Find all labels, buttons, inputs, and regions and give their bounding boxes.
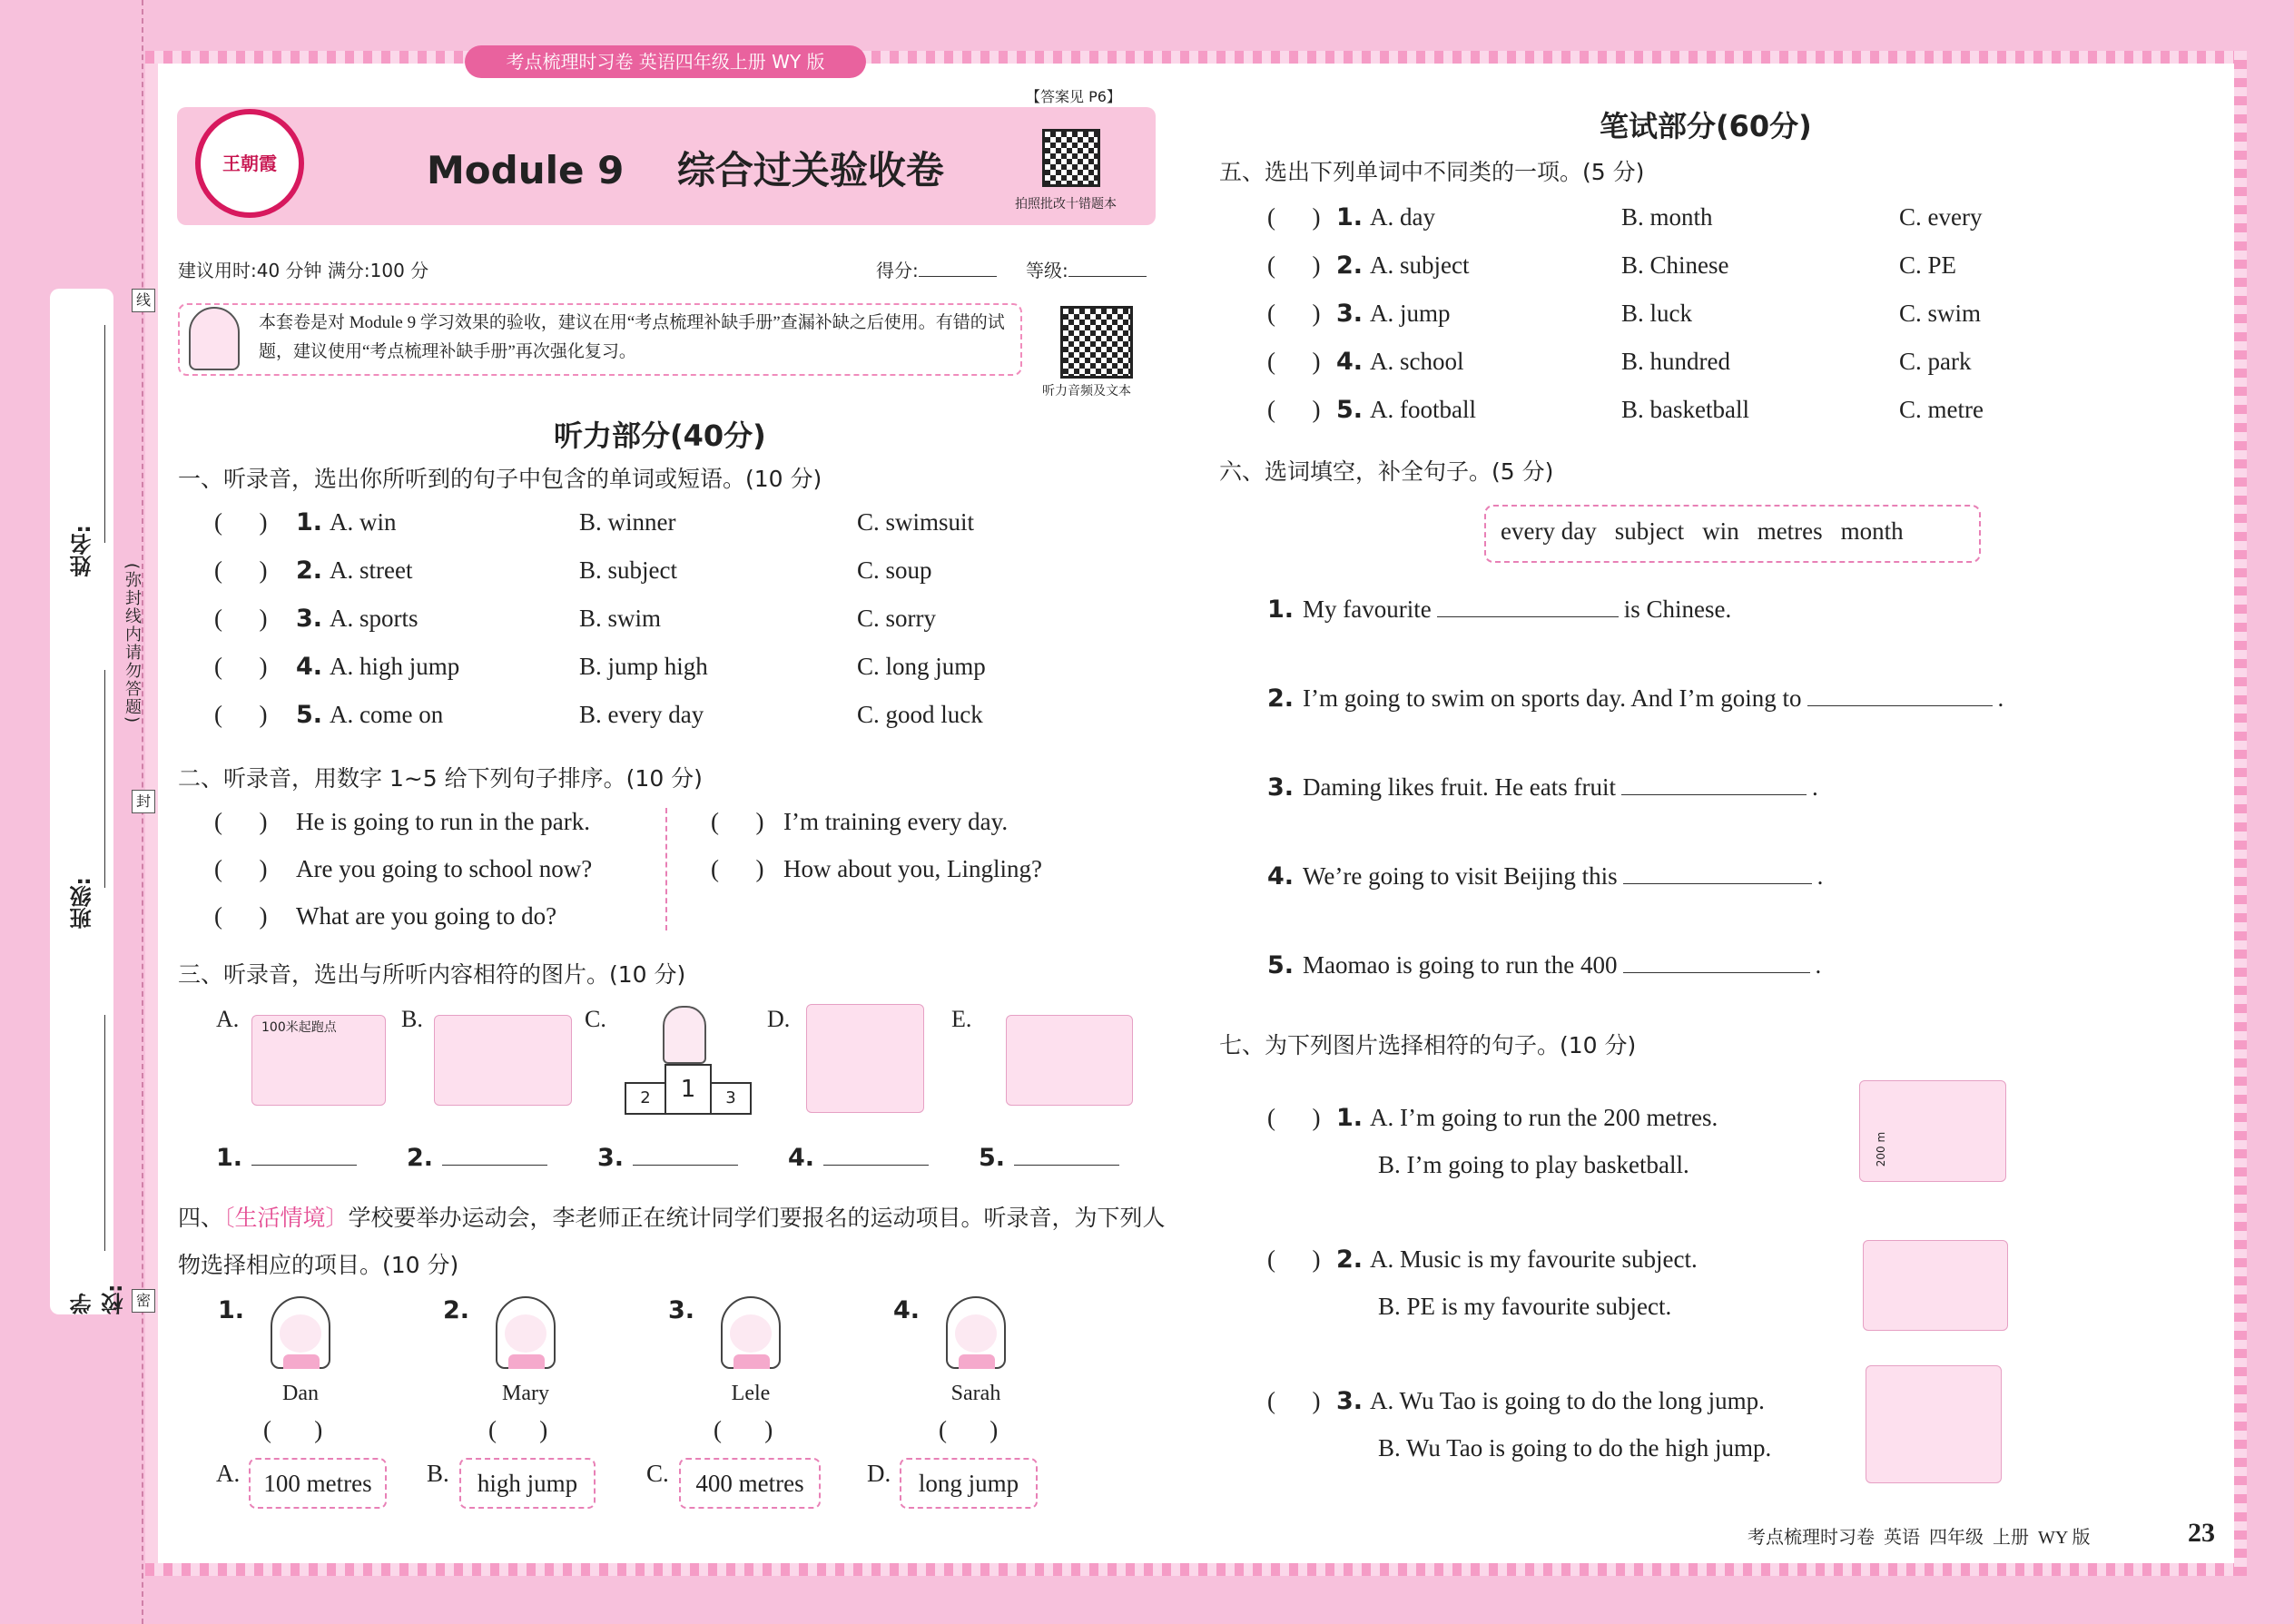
kid-portrait-icon [946,1296,1006,1369]
right-wave-border [2234,51,2247,1576]
kid-body [283,1354,320,1369]
grade-label: 等级: [1026,260,1068,281]
item-number: 4. [1336,348,1364,376]
word-bank-item: subject [1614,517,1685,545]
person-number-text: 3. [668,1296,695,1324]
qr2-caption: 听力音频及文本 [1042,384,1131,399]
student-info-strip [50,289,127,1314]
kid-face [730,1314,772,1353]
name-label: 姓名: [70,525,95,577]
q3-answer [216,1144,357,1172]
option-c: C. metre [1899,396,1984,423]
sport-option-text: long jump [918,1470,1019,1497]
podium-3: 3 [710,1082,752,1115]
publisher-logo: 王朝霞 [195,109,304,218]
answer-blank[interactable] [633,1165,738,1166]
q1-item [214,605,936,633]
q3-answer [597,1144,738,1172]
q6-item [1267,951,1821,979]
listening-title: 听力部分(40分) [554,418,766,453]
option-b: B. basketball [1621,396,1749,423]
sentence-start: My favourite [1303,595,1432,623]
option-b: B. winner [579,508,676,536]
answer-bracket[interactable]: ( ) [214,701,268,728]
score-label: 得分: [876,260,919,281]
class-label: 班级: [70,877,95,930]
pic-label-d: D. [767,1006,791,1032]
item-number: 4. [296,653,323,681]
kid-portrait-icon [721,1296,781,1369]
sentence-text: He is going to run in the park. [296,808,590,835]
q2-right-item [711,855,1042,883]
person-answer-bracket[interactable]: ( ) [939,1416,999,1443]
answer-bracket[interactable]: ( ) [1267,251,1321,279]
person-number [893,1296,920,1324]
option-letter-text: A. [216,1460,241,1487]
fill-blank[interactable] [1623,883,1812,884]
option-letter [646,1460,669,1488]
q3-answer [407,1144,547,1172]
q6-item [1267,773,1818,802]
person-number [443,1296,469,1324]
answer-blank[interactable] [1014,1165,1119,1166]
q3-answer [788,1144,929,1172]
option-b: B. luck [1621,300,1692,327]
item-number: 2. [1267,684,1295,713]
q5-item [1267,348,1972,376]
item-number: 1. [1267,595,1295,624]
kid-body [508,1354,545,1369]
order-bracket[interactable]: ( ) [711,808,764,835]
option-c: C. PE [1899,251,1957,279]
sport-option-text: 100 metres [263,1470,372,1497]
q6-item [1267,684,2004,713]
winner-kid-icon [663,1006,706,1064]
word-bank-item: month [1840,517,1904,545]
answer-bracket[interactable]: ( ) [1267,1387,1321,1414]
option-a: A. I’m going to run the 200 metres. [1370,1104,1718,1131]
option-b: B. PE is my favourite subject. [1378,1293,1672,1320]
option-c: C. good luck [857,701,983,728]
kid-face [955,1314,997,1353]
q1-heading: 一、听录音，选出你所听到的句子中包含的单词或短语。(10 分) [178,466,822,492]
sentence-text: Are you going to school now? [296,855,593,882]
sentence-end: . [1811,773,1818,801]
order-bracket[interactable]: ( ) [214,902,268,930]
person-name-text: Sarah [950,1382,1001,1405]
option-c: C. soup [857,556,932,584]
q3-heading: 三、听录音，选出与所听内容相符的图片。(10 分) [178,961,686,988]
answer-number: 3. [597,1144,625,1172]
option-letter [216,1460,240,1488]
answer-bracket[interactable]: ( ) [1267,300,1321,327]
q5-item [1267,203,1983,231]
person-number-text: 2. [443,1296,470,1324]
q5-item [1267,300,1982,328]
sentence-end: . [1815,951,1822,979]
q1-item [214,556,932,585]
top-wave-border [145,51,2247,64]
answer-bracket[interactable]: ( ) [1267,396,1321,423]
qr1-caption: 拍照批改十错题本 [1015,197,1117,212]
option-b: B. hundred [1621,348,1730,375]
item-number: 1. [296,508,323,536]
pe-class-picture [1863,1240,2008,1331]
answer-blank[interactable] [442,1165,547,1166]
answer-bracket[interactable]: ( ) [214,508,268,536]
podium-2: 2 [625,1082,666,1115]
score-blank[interactable] [919,276,997,277]
option-b: B. I’m going to play basketball. [1378,1151,1689,1178]
q5-item [1267,251,1957,280]
q4-head-prefix: 四、 [178,1205,224,1231]
sport-option-text: high jump [477,1470,578,1497]
score-field [876,256,997,282]
intro-text: 本套卷是对 Module 9 学习效果的验收，建议在用“考点梳理补缺手册”查漏补缺之后使用。有错的试题，建议使用“考点梳理补缺手册”再次强化复习。 [259,313,1005,361]
option-letter [427,1460,449,1488]
pic-label-a: A. [216,1006,240,1032]
school-gate-picture [434,1015,572,1106]
kid-face [280,1314,321,1353]
q1-item [214,701,983,729]
kid-body [959,1354,995,1369]
sentence-text: How about you, Lingling? [783,855,1042,882]
sport-option-box [679,1458,821,1509]
answer-bracket[interactable]: ( ) [214,556,268,584]
option-c: C. park [1899,348,1972,375]
option-b: B. Wu Tao is going to do the high jump. [1378,1434,1772,1462]
person-answer-bracket[interactable]: ( ) [714,1416,773,1443]
kid-portrait-icon [496,1296,556,1369]
grade-field [1026,256,1147,282]
q2-right-item [711,808,1008,836]
sentence-start: Maomao is going to run the 400 [1303,951,1618,979]
podium-1: 1 [665,1064,712,1115]
option-b: B. subject [579,556,677,584]
q7-heading: 七、为下列图片选择相符的句子。(10 分) [1219,1032,1637,1058]
q3-answer [979,1144,1119,1172]
q2-heading: 二、听录音，用数字 1~5 给下列句子排序。(10 分) [178,765,703,792]
q7-item-option-b [1378,1434,1771,1462]
word-bank [1484,505,1981,563]
option-b: B. month [1621,203,1713,231]
person-answer-bracket[interactable]: ( ) [488,1416,548,1443]
sentence-start: Daming likes fruit. He eats fruit [1303,773,1616,801]
fill-blank[interactable] [1623,972,1810,973]
item-number: 2. [1336,1245,1364,1274]
q7-item-option-b [1378,1293,1671,1321]
q6-item [1267,862,1823,891]
option-letter-text: D. [867,1460,891,1487]
q7-item [1267,1245,1698,1274]
seal-note: (弥封线内请勿答题) [123,563,142,725]
school-label: 学校: [70,1284,127,1314]
item-number: 3. [1336,300,1364,328]
footer-text: 考点梳理时习卷 英语 四年级 上册 WY 版 [1748,1528,2091,1548]
sentence-end: . [1997,684,2004,712]
kid-portrait-icon [271,1296,330,1369]
word-bank-item: every day [1501,517,1597,545]
kid-face [505,1314,546,1353]
q6-item [1267,595,1731,624]
option-c: C. every [1899,203,1983,231]
time-score-info: 建议用时:40 分钟 满分:100 分 [178,260,429,281]
person-name-text: Mary [502,1382,549,1405]
q4-life-tag: 〔生活情境〕 [223,1205,349,1231]
answer-bracket[interactable]: ( ) [1267,348,1321,375]
answer-bracket[interactable]: ( ) [1267,1245,1321,1273]
item-number: 3. [296,605,323,633]
seal-mark-seal: 封 [132,790,155,813]
order-bracket[interactable]: ( ) [214,808,268,835]
grade-blank[interactable] [1068,276,1147,277]
page-number: 23 [2188,1518,2215,1548]
answer-blank[interactable] [823,1165,929,1166]
sport-option-box [900,1458,1038,1509]
sport-option-box [459,1458,596,1509]
page-title: Module 9 综合过关验收卷 [427,148,944,192]
answer-bracket[interactable]: ( ) [1267,1104,1321,1131]
bottom-wave-border [145,1563,2247,1576]
series-banner: 考点梳理时习卷 英语四年级上册 WY 版 [465,45,866,78]
option-c: C. swimsuit [857,508,975,536]
running-200m-picture [1859,1080,2006,1182]
sentence-text: What are you going to do? [296,902,557,930]
option-a: A. Music is my favourite subject. [1370,1245,1698,1273]
fill-blank[interactable] [1437,616,1619,617]
q1-item [214,653,986,681]
order-bracket[interactable]: ( ) [214,855,268,882]
item-number: 2. [1336,251,1364,280]
answer-bracket[interactable]: ( ) [214,605,268,632]
q2-divider [665,808,667,930]
seal-mark-line: 线 [132,289,155,312]
item-number: 5. [1267,951,1295,979]
answer-number: 2. [407,1144,434,1172]
answer-number: 5. [979,1144,1006,1172]
person-number-text: 4. [893,1296,921,1324]
pic-200m-text: 200 m [1875,1131,1888,1167]
q7-item [1267,1387,1765,1415]
person-name [261,1382,340,1406]
option-a: A. Wu Tao is going to do the long jump. [1370,1387,1765,1414]
pic-label-b: B. [401,1006,423,1032]
sentence-start: I’m going to swim on sports day. And I’m going to [1303,684,1802,712]
person-name-text: Dan [282,1382,319,1405]
girl-avatar-icon [189,307,240,370]
q7-item [1267,1104,1718,1132]
pic-label-e: E. [951,1006,972,1032]
sport-option-text: 400 metres [695,1470,804,1497]
writing-title: 笔试部分(60分) [1600,109,1812,143]
qr-code-audio-icon[interactable] [1060,306,1133,379]
option-b: B. swim [579,605,662,632]
class-line [104,670,105,888]
answer-number: 1. [216,1144,243,1172]
qr-code-icon[interactable] [1042,129,1100,187]
exercise-kids-picture [806,1004,924,1113]
q2-left-item [214,902,556,930]
sentence-end: is Chinese. [1623,595,1732,623]
answer-bracket[interactable]: ( ) [1267,203,1321,231]
sentence-end: . [1816,862,1824,890]
person-number [218,1296,244,1324]
option-letter [867,1460,891,1488]
q6-heading: 六、选词填空，补全句子。(5 分) [1219,458,1554,485]
name-line [104,325,105,543]
answer-bracket[interactable]: ( ) [214,653,268,680]
q4-heading [178,1195,1167,1289]
answer-note: 【答案见 P6】 [1026,88,1121,105]
option-b: B. Chinese [1621,251,1729,279]
person-name [487,1382,565,1406]
word-bank-item: win [1702,517,1739,545]
item-number: 2. [296,556,323,585]
answer-blank[interactable] [251,1165,357,1166]
option-b: B. every day [579,701,704,728]
person-answer-bracket[interactable]: ( ) [263,1416,323,1443]
item-number: 5. [1336,396,1364,424]
track-picture [251,1015,386,1106]
q4-head-rest: 学校要举办运动会，李老师正在统计同学们要报名的运动项目。听录音，为下列人物选择相应的项目。(10 分) [178,1205,1166,1278]
pic-label-c: C. [585,1006,606,1032]
sentence-start: We’re going to visit Beijing this [1303,862,1618,890]
item-number: 1. [1336,1104,1364,1132]
school-line [104,1015,105,1251]
person-number-text: 1. [218,1296,245,1324]
answer-number: 4. [788,1144,815,1172]
track-text: 100米起跑点 [261,1020,337,1035]
item-number: 3. [1336,1387,1364,1415]
order-bracket[interactable]: ( ) [711,855,764,882]
person-number [668,1296,694,1324]
option-c: C. swim [1899,300,1982,327]
person-name-text: Lele [731,1382,771,1405]
q2-left-item [214,808,590,836]
swimmer-picture [1006,1015,1133,1106]
sentence-text: I’m training every day. [783,808,1009,835]
q7-item-option-b [1378,1151,1689,1179]
kid-body [733,1354,770,1369]
fill-blank[interactable] [1621,794,1807,795]
q1-item [214,508,975,536]
item-number: 1. [1336,203,1364,231]
podium-picture [625,1006,752,1113]
option-c: C. long jump [857,653,986,680]
option-c: C. sorry [857,605,936,632]
q5-heading: 五、选出下列单词中不同类的一项。(5 分) [1219,159,1645,185]
option-letter-text: C. [646,1460,669,1487]
person-name [712,1382,790,1406]
person-name [937,1382,1015,1406]
seal-mark-close: 密 [132,1289,155,1313]
sport-option-box [249,1458,387,1509]
option-b: B. jump high [579,653,708,680]
word-bank-item: metres [1757,517,1823,545]
item-number: 4. [1267,862,1295,891]
item-number: 5. [296,701,323,729]
fill-blank[interactable] [1807,705,1993,706]
item-number: 3. [1267,773,1295,802]
option-letter-text: B. [427,1460,449,1487]
q5-item [1267,396,1984,424]
high-jump-picture [1866,1365,2002,1483]
q2-left-item [214,855,592,883]
